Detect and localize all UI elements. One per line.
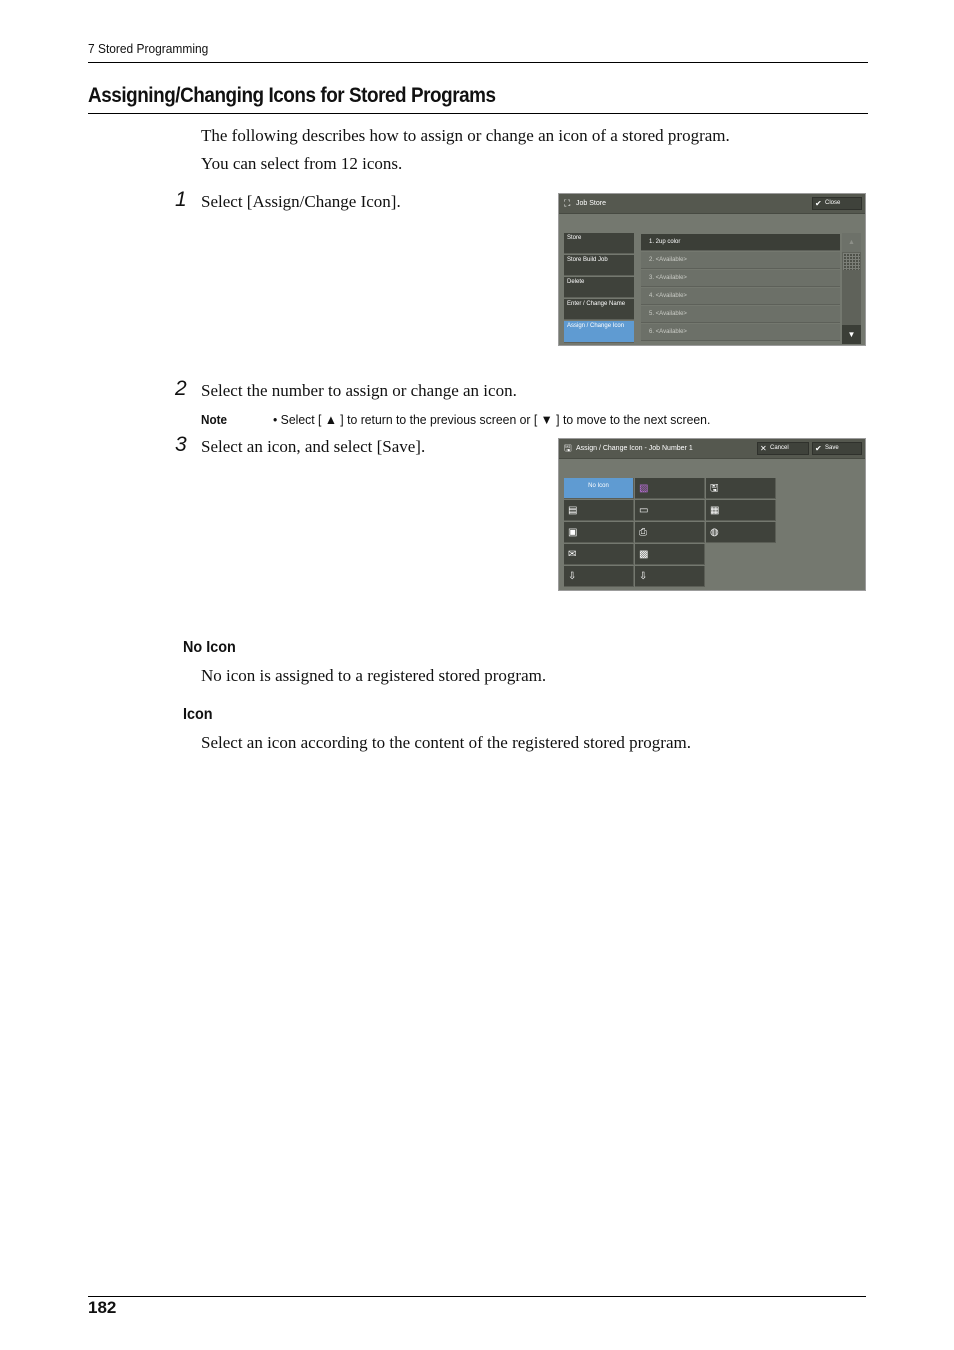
floppy-title-icon: 🖫 [564, 443, 572, 453]
section-title: Assigning/Changing Icons for Stored Programs [88, 84, 496, 107]
program-row-1[interactable]: 1. 2up color [641, 234, 840, 251]
printer-icon-option[interactable]: ⎙ [635, 522, 705, 543]
keypad-grid-icon[interactable] [843, 253, 860, 270]
intro-line-1: The following describes how to assign or change an icon of a stored program. [201, 126, 730, 145]
close-button[interactable] [812, 197, 862, 210]
close-icon: ✕ [760, 444, 767, 453]
id-card-icon-option[interactable]: ▣ [564, 522, 634, 543]
step-3-text: Select an icon, and select [Save]. [201, 437, 426, 456]
menu-item-enter-change-name[interactable]: Enter / Change Name [564, 299, 634, 320]
building-icon-option[interactable]: ▦ [706, 500, 776, 521]
program-row-6[interactable]: 6. <Available> [641, 324, 840, 341]
no-icon-heading: No Icon [183, 639, 236, 656]
globe-icon-option[interactable]: ◍ [706, 522, 776, 543]
program-row-4[interactable]: 4. <Available> [641, 288, 840, 305]
job-store-titlebar [559, 194, 865, 214]
color-copy-icon-option[interactable]: ▧ [635, 478, 705, 499]
folder-download-2-icon-option[interactable]: ⇩ [635, 566, 705, 587]
save-button[interactable] [812, 442, 862, 455]
scroll-up-button[interactable]: ▲ [842, 233, 861, 252]
menu-item-store[interactable]: Store [564, 233, 634, 254]
scroll-down-button[interactable]: ▼ [842, 325, 861, 344]
mail-icon-option[interactable]: ✉ [564, 544, 634, 565]
program-row-3[interactable]: 3. <Available> [641, 270, 840, 287]
job-store-screenshot [558, 193, 866, 346]
folder-download-icon-option[interactable]: ⇩ [564, 566, 634, 587]
step-2-number: 2 [175, 377, 187, 400]
icon-description: Select an icon according to the content of the registered stored program. [201, 733, 691, 752]
assign-icon-screenshot [558, 438, 866, 591]
assign-icon-titlebar [559, 439, 865, 459]
job-store-icon: ⛶ [564, 198, 571, 208]
title-rule [88, 113, 868, 114]
program-row-5[interactable]: 5. <Available> [641, 306, 840, 323]
document-list-icon-option[interactable]: ▤ [564, 500, 634, 521]
monitor-icon-option[interactable]: ▭ [635, 500, 705, 521]
close-label: Close [825, 200, 841, 206]
header-rule [88, 62, 868, 63]
folder-star-icon-option[interactable]: ▩ [635, 544, 705, 565]
assign-icon-title: Assign / Change Icon - Job Number 1 [576, 445, 693, 452]
floppy-icon-option[interactable]: 🖫 [706, 478, 776, 499]
no-icon-description: No icon is assigned to a registered stored program. [201, 666, 547, 685]
program-row-2[interactable]: 2. <Available> [641, 252, 840, 269]
save-label: Save [825, 445, 839, 451]
check-icon: ✔ [815, 199, 822, 208]
step-2-text: Select the number to assign or change an icon. [201, 381, 517, 400]
page-number: 182 [88, 1298, 117, 1317]
step-3-number: 3 [175, 433, 187, 456]
menu-item-delete[interactable]: Delete [564, 277, 634, 298]
running-header: 7 Stored Programming [88, 41, 209, 56]
footer-rule [88, 1296, 866, 1297]
note-label: Note [201, 412, 228, 427]
job-store-title: Job Store [576, 200, 606, 207]
menu-item-assign-change-icon[interactable]: Assign / Change Icon [564, 321, 634, 343]
step-1-text: Select [Assign/Change Icon]. [201, 192, 401, 211]
cancel-label: Cancel [770, 445, 789, 451]
step-1-number: 1 [175, 188, 187, 211]
menu-item-store-build-job[interactable]: Store Build Job [564, 255, 634, 276]
intro-line-2: You can select from 12 icons. [201, 154, 403, 173]
icon-heading: Icon [183, 706, 213, 723]
check-icon: ✔ [815, 444, 822, 453]
cancel-button[interactable] [757, 442, 809, 455]
no-icon-option[interactable]: No Icon [564, 478, 634, 499]
note-text: • Select [ ▲ ] to return to the previous screen or [ ▼ ] to move to the next screen. [273, 412, 711, 427]
